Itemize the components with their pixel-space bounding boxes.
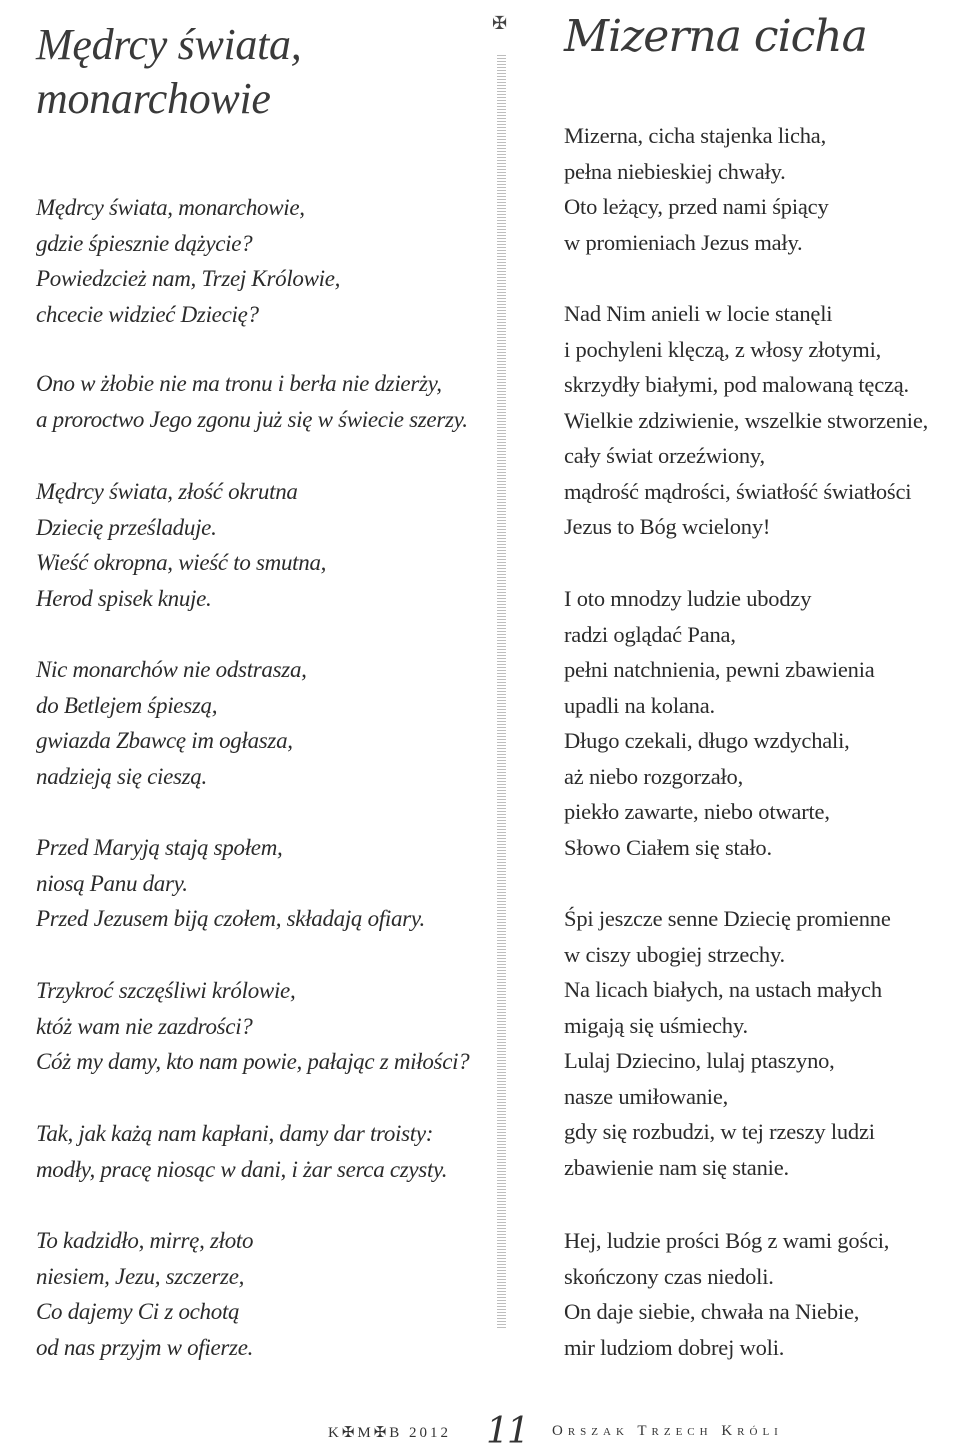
right-stanza-line: Długo czekali, długo wzdychali, — [564, 728, 850, 753]
left-stanza-line: gdzie śpiesznie dążycie? — [36, 230, 253, 256]
left-stanza-line: chcecie widzieć Dziecię? — [36, 301, 259, 327]
right-stanza — [564, 118, 829, 260]
right-stanza-line: pełna niebieskiej chwały. — [564, 158, 786, 184]
left-stanza-line: Przed Jezusem biją czołem, składają ofiary. — [36, 906, 425, 931]
left-title-line-2: monarchowie — [36, 74, 271, 123]
left-stanza-line: a proroctwo Jego zgonu już się w świecie szerzy. — [36, 406, 468, 432]
left-stanza — [36, 190, 340, 332]
right-stanza-line: w ciszy ubogiej strzechy. — [564, 941, 785, 967]
right-stanza-line: gdy się rozbudzi, w tej rzeszy ludzi — [564, 1119, 875, 1144]
right-stanza-line: cały świat orzeźwiony, — [564, 443, 765, 468]
left-stanza-line: nadzieją się cieszą. — [36, 763, 207, 789]
column-divider — [497, 55, 506, 1330]
right-stanza-line: skrzydły białymi, pod malowaną tęczą. — [564, 372, 909, 397]
left-stanza-line: Co dajemy Ci z ochotą — [36, 1299, 240, 1324]
left-stanza-line: Wieść okropna, wieść to smutna, — [36, 550, 327, 575]
left-stanza — [36, 366, 468, 437]
right-stanza-line: pełni natchnienia, pewni zbawienia — [564, 657, 875, 682]
right-stanza-line: Lulaj Dziecino, lulaj ptaszyno, — [564, 1048, 835, 1073]
left-song-title — [36, 0, 436, 126]
right-stanza-line: mądrość mądrości, światłość światłości — [564, 478, 912, 504]
left-stanza-line: Tak, jak każą nam kapłani, damy dar troisty: — [36, 1121, 434, 1146]
left-stanza-line: Powiedzcież nam, Trzej Królowie, — [36, 266, 341, 291]
left-stanza-line: Herod spisek knuje. — [36, 585, 212, 611]
right-stanza-line: upadli na kolana. — [564, 692, 715, 718]
right-stanza-line: Mizerna, cicha stajenka licha, — [564, 123, 826, 148]
left-stanza — [36, 830, 425, 937]
left-stanza — [36, 1116, 447, 1187]
left-stanza-line: do Betlejem śpieszą, — [36, 692, 218, 718]
left-stanza — [36, 474, 326, 616]
right-stanza — [564, 1223, 889, 1365]
right-stanza-line: piekło zawarte, niebo otwarte, — [564, 799, 830, 824]
right-song-title: Mizerna cicha — [564, 11, 867, 62]
left-stanza-line: modły, pracę niosąc w dani, i żar serca czysty. — [36, 1156, 448, 1182]
left-stanza-line: Nic monarchów nie odstrasza, — [36, 657, 307, 682]
right-stanza — [564, 581, 875, 865]
right-stanza-line: On daje siebie, chwała na Niebie, — [564, 1299, 860, 1324]
right-stanza-line: aż niebo rozgorzało, — [564, 763, 744, 789]
right-stanza-line: nasze umiłowanie, — [564, 1083, 729, 1109]
left-stanza — [36, 652, 307, 794]
right-stanza-line: Nad Nim anieli w locie stanęli — [564, 301, 833, 326]
right-stanza-line: radzi oglądać Pana, — [564, 621, 736, 647]
page-number: 11 — [486, 1411, 528, 1452]
right-stanza-line: Słowo Ciałem się stało. — [564, 834, 772, 860]
left-stanza-line: Mędrcy świata, złość okrutna — [36, 479, 298, 504]
right-stanza-line: Wielkie zdziwienie, wszelkie stworzenie, — [564, 407, 929, 433]
right-stanza-line: w promieniach Jezus mały. — [564, 229, 803, 255]
left-stanza-line: Trzykroć szczęśliwi królowie, — [36, 978, 296, 1003]
left-stanza-line: Dziecię prześladuje. — [36, 514, 217, 540]
left-stanza-line: To kadzidło, mirrę, złoto — [36, 1228, 254, 1253]
right-stanza-line: migają się uśmiechy. — [564, 1012, 748, 1038]
left-stanza — [36, 973, 469, 1080]
footer-left-text: K✠M✠B 2012 — [328, 1425, 452, 1441]
cross-icon: ✠ — [492, 13, 508, 33]
right-stanza-line: Oto leżący, przed nami śpiący — [564, 194, 829, 219]
right-stanza-line: Na licach białych, na ustach małych — [564, 977, 882, 1002]
right-stanza-line: Jezus to Bóg wcielony! — [564, 514, 771, 539]
left-stanza-line: gwiazda Zbawcę im ogłasza, — [36, 728, 293, 753]
left-stanza-line: od nas przyjm w ofierze. — [36, 1334, 254, 1360]
right-stanza-line: mir ludziom dobrej woli. — [564, 1334, 785, 1360]
right-stanza-line: zbawienie nam się stanie. — [564, 1154, 789, 1180]
left-title-line-1: Mędrcy świata, — [36, 20, 302, 69]
left-stanza-line: Przed Maryją stają społem, — [36, 835, 283, 860]
left-stanza-line: niesiem, Jezu, szczerze, — [36, 1263, 245, 1289]
right-stanza-line: Śpi jeszcze senne Dziecię promienne — [564, 906, 891, 931]
footer-right-text: Orszak Trzech Króli — [552, 1423, 783, 1439]
right-stanza — [564, 901, 891, 1185]
left-stanza-line: Cóż my damy, kto nam powie, pałając z miłości? — [36, 1049, 470, 1074]
page-footer — [0, 1413, 960, 1453]
left-column — [36, 0, 476, 1360]
left-stanza — [36, 1223, 253, 1365]
left-stanza-line: Ono w żłobie nie ma tronu i berła nie dzierży, — [36, 371, 442, 396]
left-stanza-line: Mędrcy świata, monarchowie, — [36, 195, 305, 220]
right-stanza-line: skończony czas niedoli. — [564, 1263, 774, 1289]
right-stanza-line: i pochyleni klęczą, z włosy złotymi, — [564, 336, 882, 362]
right-stanza-line: Hej, ludzie prości Bóg z wami gości, — [564, 1228, 890, 1253]
right-stanza — [564, 296, 928, 545]
left-stanza-line: któż wam nie zazdrości? — [36, 1013, 253, 1039]
left-stanza-line: niosą Panu dary. — [36, 870, 188, 896]
right-stanza-line: I oto mnodzy ludzie ubodzy — [564, 586, 812, 611]
right-column — [564, 0, 954, 1360]
